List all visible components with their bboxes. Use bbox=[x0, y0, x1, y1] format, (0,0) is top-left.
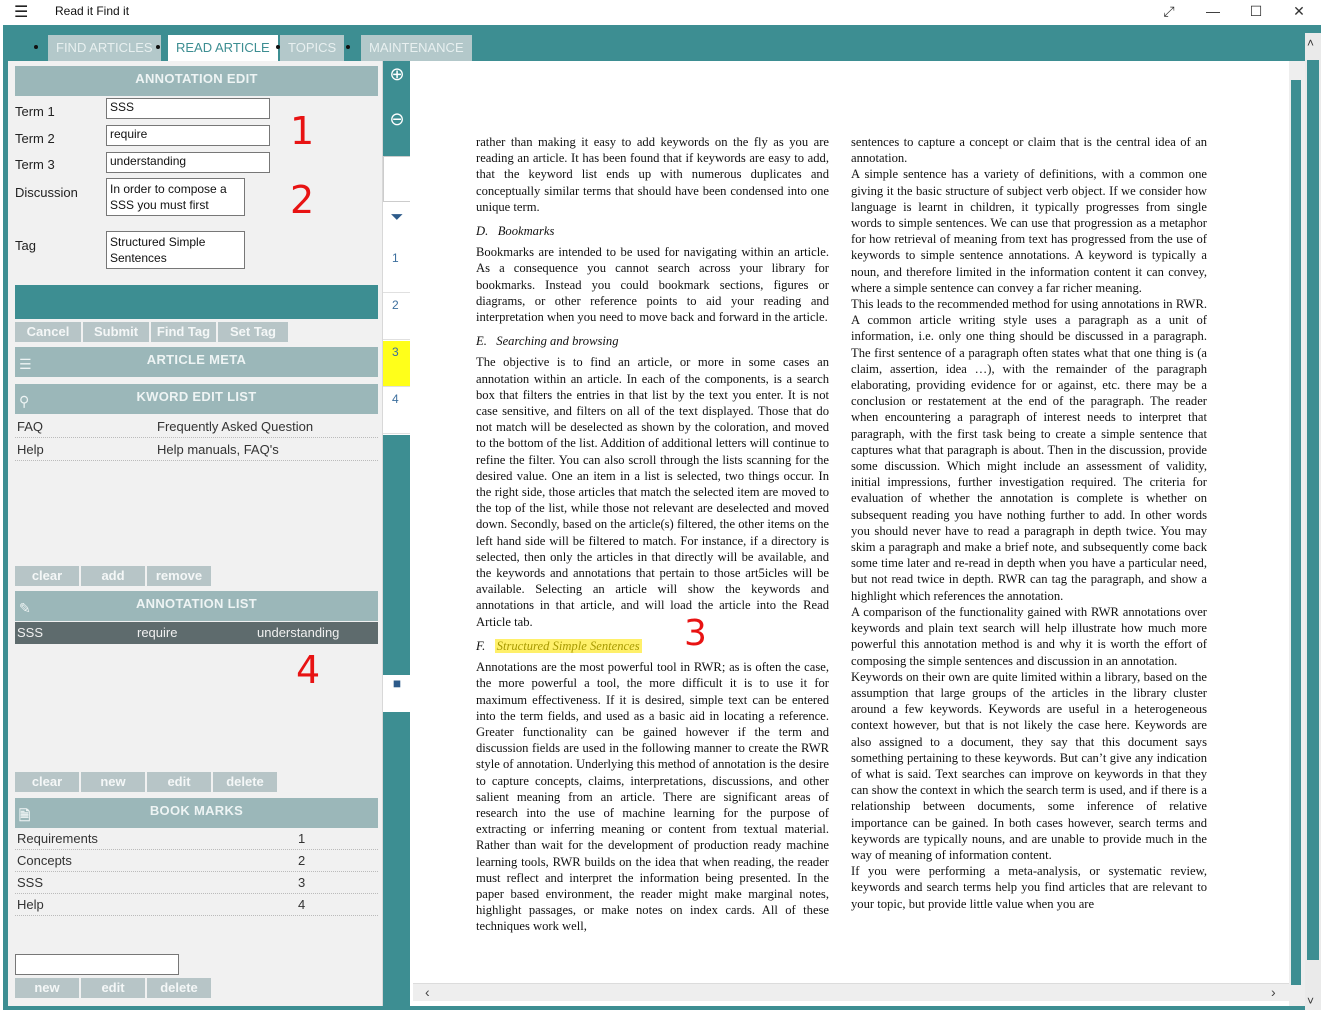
page-nav-2[interactable]: 2 bbox=[383, 294, 411, 340]
doc-paragraph: sentences to capture a concept or claim that is the central idea of an annotation. bbox=[851, 135, 1207, 166]
page-nav-blank bbox=[383, 156, 411, 202]
bookmark-row[interactable] bbox=[15, 872, 378, 894]
tag-label: Tag bbox=[15, 238, 36, 253]
section-title: Bookmarks bbox=[497, 224, 555, 239]
section-letter: F. bbox=[476, 638, 486, 653]
section-heading bbox=[476, 612, 829, 654]
doc-paragraph: Bookmarks are intended to be used for navigating within an article. As a consequence you cannot search across your library for bookmarks. Instead you could bookmark sections, figures or diagrams, or other reference points to aid your reading and interpretation when you need to move back and forward in the article. bbox=[476, 245, 829, 325]
doc-paragraph: This leads to the recommended method for using annotations in RWR. A common article writing style uses a paragraph as a unit of information, i.e. only one thing should be discussed in a paragraph. The first sentence of a paragraph often states what that one thing is (a claim, assertion, idea …), with the remainder of the paragraph elaborating, providing evidence for or against, etc. there may be a conclusion or restatement at the end of the paragraph. The reader when encountering a paragraph of interest needs to interpret that paragraph, with the first task being to create a simple sentence that captures what that paragraph is about. Then in the discussion, provide some discussion. Which might include an assessment of validity, initial impressions, further investigation required. The criteria for evaluation of whether the annotation is complete is whether on subsequent reading you have nothing further to add. In other words you should never have to read a paragraph in depth twice. You may skim a paragraph and make a brief note, and subsequently come back some time later and re-read in depth when you have a particular need, but not read twice in depth. RWR can tag the paragraph, and show a highlight which references the annotation. bbox=[851, 297, 1207, 603]
find-tag-button[interactable]: Find Tag bbox=[151, 322, 216, 342]
kword-key: FAQ bbox=[17, 419, 44, 434]
annotation-term3: understanding bbox=[257, 625, 340, 640]
close-button[interactable]: ✕ bbox=[1293, 3, 1305, 19]
doc-paragraph: The objective is to find an article, or more in some cases an annotation within an article. In each of the components, is a search box that filters the entries in that list by the text you enter. It is not case sensitive, and filters on all of the text displayed. Those that do not match will be deselected as shown by the coloration, and moved to the bottom of the list. Addition of additional letters will continue to refine the filter. You can also scroll through the lists scanning for the desired value. One an item in a list is selected, two things occur. In the right side, those articles that match the selected item are moved to the top of the list, while those not relevant are deselected and moved down. Secondly, based on the article(s) filtered, the other items on the left hand side will be filtered to match. For instance, if a directory is selected, then only the articles in that directly will be available, and the keywords and annotations that pertain to those art5icles will be available. Selecting an article will show the keywords and annotations in that article, and will load the article into the Read Article tab. bbox=[476, 355, 829, 629]
term2-label: Term 2 bbox=[15, 131, 55, 146]
zoom-in-icon[interactable]: ⊕ bbox=[389, 64, 405, 84]
bookmark-row[interactable] bbox=[15, 894, 378, 916]
scroll-right-icon[interactable]: › bbox=[1271, 984, 1276, 1000]
scroll-top-icon[interactable]: ⏷ bbox=[390, 209, 404, 226]
kword-remove-button[interactable]: remove bbox=[147, 566, 211, 586]
bookmark-name: SSS bbox=[17, 875, 44, 890]
bookmark-row[interactable] bbox=[15, 850, 378, 872]
annotation-list-buttons bbox=[15, 772, 285, 792]
scroll-left-icon[interactable]: ‹ bbox=[425, 984, 430, 1000]
bookmark-name-input[interactable] bbox=[15, 954, 179, 975]
bookmark-page: 1 bbox=[298, 831, 306, 846]
page-nav-track bbox=[383, 435, 411, 675]
tab-separator bbox=[156, 45, 160, 49]
window-scroll-thumb[interactable] bbox=[1307, 60, 1319, 960]
annotation-clear-button[interactable]: clear bbox=[15, 772, 79, 792]
bookmark-name: Concepts bbox=[17, 853, 72, 868]
discussion-label: Discussion bbox=[15, 185, 78, 200]
doc-paragraph: A simple sentence has a variety of definitions, with a common one giving it the basic structure of subject verb object. If we consider how language is learnt in children, it typically progresses from single words to simple sentences. We can use that progression as a metaphor for how retrieval of meaning from text has progressed from the use of keywords to simple sentence annotations. A keyword is typically a noun, and therefore limited in the information content it can convey, where a simple sentence can convey a far richer meaning. bbox=[851, 167, 1207, 295]
cancel-button[interactable]: Cancel bbox=[15, 322, 81, 342]
document-viewer[interactable] bbox=[410, 61, 1305, 1006]
app-title: Read it Find it bbox=[55, 4, 130, 18]
tab-separator bbox=[346, 45, 350, 49]
article-meta-title: ARTICLE META bbox=[146, 352, 247, 367]
doc-paragraph: A comparison of the functionality gained with RWR annotations over keywords and plain text search will help illustrate how much more powerful this annotation method is and why it is worth the effort of composing the simple sentences and discussion in an annotation. bbox=[851, 604, 1207, 668]
restore-icon[interactable]: ⤢ bbox=[1163, 3, 1175, 19]
maximize-button[interactable]: ☐ bbox=[1249, 3, 1263, 19]
term3-label: Term 3 bbox=[15, 157, 55, 172]
annotation-term2: require bbox=[137, 625, 178, 640]
bookmark-page: 4 bbox=[298, 897, 306, 912]
annotation-marker-1: 1 bbox=[290, 109, 315, 153]
kword-value: Frequently Asked Question bbox=[157, 419, 314, 434]
tab-separator bbox=[34, 45, 38, 49]
tab-read-article[interactable]: READ ARTICLE bbox=[168, 35, 278, 61]
term1-input[interactable]: SSS bbox=[106, 98, 270, 119]
page-nav-strip bbox=[382, 61, 410, 1006]
highlighted-section-title[interactable]: Structured Simple Sentences bbox=[496, 638, 640, 653]
key-icon: ⚲ bbox=[19, 393, 30, 409]
annotation-marker-3: 3 bbox=[684, 612, 707, 654]
kword-row[interactable] bbox=[15, 439, 378, 461]
page-nav-1[interactable]: 1 bbox=[383, 247, 411, 293]
kword-edit-header[interactable] bbox=[15, 384, 378, 414]
edit-icon: ✎ bbox=[19, 600, 32, 616]
bookmark-page: 3 bbox=[298, 875, 306, 890]
title-bar bbox=[0, 0, 1321, 25]
term3-input[interactable]: understanding bbox=[106, 152, 270, 173]
annotation-edit-button[interactable]: edit bbox=[147, 772, 211, 792]
bookmark-edit-button[interactable]: edit bbox=[81, 978, 145, 998]
tag-input[interactable]: Structured Simple Sentences bbox=[106, 231, 245, 269]
kword-edit-title: KWORD EDIT LIST bbox=[136, 389, 257, 404]
bookmark-name: Requirements bbox=[17, 831, 98, 846]
scroll-bottom-icon[interactable]: ⏹ bbox=[383, 676, 411, 712]
page-nav-4[interactable]: 4 bbox=[383, 388, 411, 434]
tab-find-articles[interactable]: FIND ARTICLES bbox=[48, 35, 161, 61]
doc-paragraph: Annotations are the most powerful tool in RWR; as is often the case, the more powerful a tool, the more difficult it is to use it for maximum effectiveness. If it is desired, simple text can be entered into the term fields, and used as a basic aid in locating a reference. Greater functionality can be gained however if the term and discussion fields are used in the following manner to create the RWR style of annotation. Underlying this method of annotation is the desire to capture concepts, claims, interpretations, discussions, and other salient meaning from an article. There are significant areas of research into the use of machine learning for the purpose of extracting or inferring meaning or content from textual material. Rather than wait for the development of production ready machine learning tools, RWR builds on the idea that when reading, the reader must reflect and interpret the information being presented. In the paper based environment, the reader might make marginal notes, highlight passages, or make notes on index cards. All of these techniques work well, bbox=[476, 660, 829, 934]
kword-row[interactable] bbox=[15, 416, 378, 438]
minimize-button[interactable]: — bbox=[1206, 3, 1220, 19]
bookmarks-title: BOOK MARKS bbox=[149, 803, 244, 818]
document-icon: 🗎 bbox=[19, 807, 31, 823]
annotation-list-header[interactable] bbox=[15, 591, 378, 621]
list-icon: ☰ bbox=[19, 356, 32, 372]
section-heading bbox=[476, 333, 829, 349]
annotation-row[interactable] bbox=[15, 622, 378, 644]
scroll-down-icon[interactable]: ˅ bbox=[1307, 994, 1315, 1008]
document-right-column bbox=[851, 134, 1207, 912]
kword-clear-button[interactable]: clear bbox=[15, 566, 79, 586]
annotation-edit-buttons bbox=[15, 322, 290, 342]
kword-value: Help manuals, FAQ's bbox=[157, 442, 279, 457]
tab-bar bbox=[8, 33, 1305, 61]
discussion-input[interactable]: In order to compose a SSS you must first bbox=[106, 178, 245, 216]
annotation-list-title: ANNOTATION LIST bbox=[135, 596, 257, 611]
term2-input[interactable]: require bbox=[106, 125, 270, 146]
annotation-edit-header[interactable] bbox=[15, 66, 378, 96]
section-letter: D. bbox=[476, 224, 489, 239]
set-tag-button[interactable]: Set Tag bbox=[218, 322, 288, 342]
annotation-edit-title: ANNOTATION EDIT bbox=[135, 71, 258, 86]
page-nav-3[interactable]: 3 bbox=[383, 341, 411, 387]
annotation-marker-4: 4 bbox=[296, 648, 321, 692]
hamburger-icon[interactable]: ☰ bbox=[14, 4, 29, 21]
annotation-delete-button[interactable]: delete bbox=[213, 772, 277, 792]
annotation-edit-divider bbox=[15, 285, 378, 319]
submit-button[interactable]: Submit bbox=[83, 322, 149, 342]
kword-buttons bbox=[15, 566, 215, 586]
kword-key: Help bbox=[17, 442, 44, 457]
document-page bbox=[413, 64, 1295, 986]
doc-paragraph: Keywords on their own are quite limited within a library, based on the assumption that large groups of the articles in the library cluster around a few keywords. Keywords are useful in a heterogeneous context however, but that is not likely the case here. Keywords are also assigned to a document, they say that this document says something pertaining to these keywords. But can’t give any indication of what is said. Text searches can improve on keywords in that they can show the context in which the search term is used, and if there is a relationship between documents, some inference of relative importance can be gained. In both cases however, search terms and keywords are typically nouns, and are unable to provide much in the way of meaning of information content. bbox=[851, 669, 1207, 862]
tab-maintenance[interactable]: MAINTENANCE bbox=[361, 35, 472, 61]
annotation-new-button[interactable]: new bbox=[81, 772, 145, 792]
article-meta-header[interactable] bbox=[15, 347, 378, 377]
bookmark-buttons bbox=[15, 978, 215, 998]
annotation-marker-2: 2 bbox=[290, 178, 315, 222]
bookmark-page: 2 bbox=[298, 853, 306, 868]
bookmark-new-button[interactable]: new bbox=[15, 978, 79, 998]
section-title: Searching and browsing bbox=[496, 334, 619, 349]
doc-paragraph: rather than making it easy to add keywords on the fly as you are reading an article. It has been found that if keywords are easy to add, that the keyword list ends up with numerous duplicates and conceptually similar terms that should have been condensed into one unique term. bbox=[476, 135, 829, 214]
scroll-up-icon[interactable]: ˄ bbox=[1307, 36, 1315, 50]
tab-topics[interactable]: TOPICS bbox=[280, 35, 344, 61]
doc-paragraph: If you were performing a meta-analysis, or systematic review, keywords and search terms help you find articles that are relevant to your topic, but provide little value when you are bbox=[851, 864, 1207, 911]
term1-label: Term 1 bbox=[15, 104, 55, 119]
section-heading bbox=[476, 223, 829, 239]
bookmarks-header[interactable] bbox=[15, 798, 378, 828]
document-left-column bbox=[476, 134, 829, 935]
zoom-out-icon[interactable]: ⊖ bbox=[389, 109, 405, 129]
left-panel bbox=[8, 61, 382, 1006]
bookmark-name: Help bbox=[17, 897, 44, 912]
bookmark-row[interactable] bbox=[15, 828, 378, 850]
page-nav-track-lower bbox=[383, 712, 411, 1006]
bookmark-delete-button[interactable]: delete bbox=[147, 978, 211, 998]
section-letter: E. bbox=[476, 334, 487, 349]
annotation-term1: SSS bbox=[17, 625, 44, 640]
document-scroll-thumb[interactable] bbox=[1291, 80, 1301, 985]
kword-add-button[interactable]: add bbox=[81, 566, 145, 586]
horizontal-scrollbar[interactable] bbox=[413, 983, 1295, 1001]
